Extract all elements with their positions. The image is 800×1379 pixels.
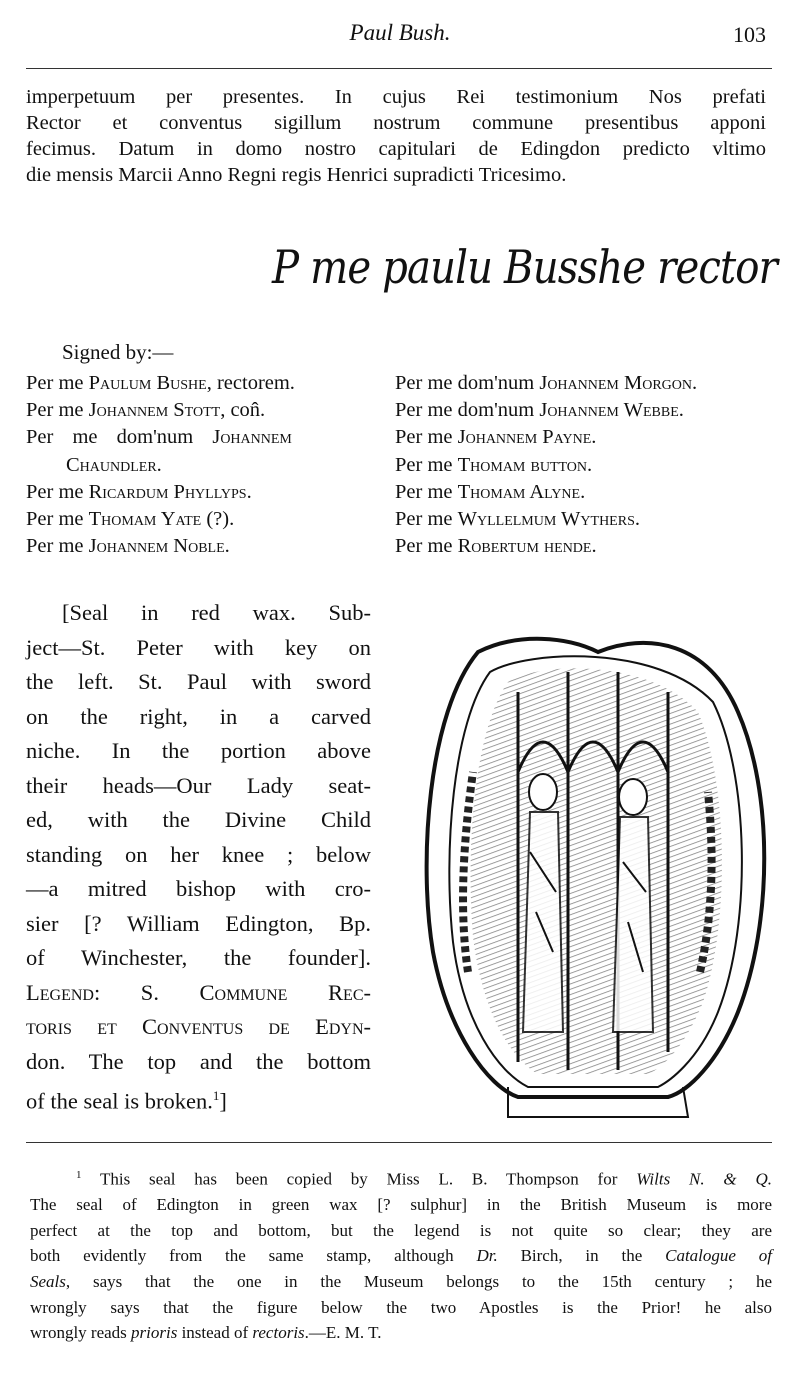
seal-illustration [418,592,778,1127]
footnote-reference[interactable]: 1 [212,1088,220,1103]
text-line: imperpetuum per presentes. In cujus Rei testimonium Nos prefati [26,86,766,108]
suffix: . [678,399,684,422]
text: Birch, in the [497,1246,666,1266]
signatory [395,506,697,533]
signatory [395,424,697,451]
prefix: Per me [395,453,458,476]
italic-title: Wilts N. & Q. [636,1169,772,1189]
handwritten-signature [268,225,788,325]
italic-title: Seals [30,1272,66,1292]
name: Wyllelmum Wythers [457,508,635,531]
name: Johannem Noble [88,535,225,558]
prefix: Per me [395,426,458,449]
text: wrongly reads [30,1323,132,1343]
text-line: The seal of Edington in green wax [? sulphur] in the British Museum is more [30,1195,772,1215]
signed-by-label: Signed by:— [62,340,174,364]
name: Chaundler [66,453,157,476]
suffix: . [224,535,230,558]
text-line: Legend: S. Commune Rec- [26,979,371,1005]
text-line: sier [? William Edington, Bp. [26,910,371,936]
name: Johannem Webbe [539,399,679,422]
text-line: niche. In the portion above [26,738,371,763]
prefix: Per me [26,399,89,422]
prefix: Per me [26,508,89,531]
text-line: toris et Conventus de Edyn- [26,1014,371,1039]
name: Johannem Payne [457,426,592,449]
text: , says that the one in the Museum belongs to the 15th century ; he [65,1272,772,1292]
text-line: fecimus. Datum in domo nostro capitulari de Edingdon predicto vltimo [26,138,766,160]
text-line: —a mitred bishop with cro- [26,876,371,901]
closing-bracket: ] [219,1088,227,1114]
suffix: (?). [201,508,235,531]
text-line: don. The top and the bottom [26,1048,371,1074]
signatory [395,370,697,397]
prefix: Per me [395,535,458,558]
text: This seal has been copied by Miss L. B. Thompson for [81,1169,637,1189]
name: Johannem [212,426,292,449]
name: Ricardum Phyllyps [88,480,247,503]
name: Johannem Morgon [539,372,693,394]
prefix: Per me [26,535,89,558]
signatory [395,397,697,424]
signatory [26,424,295,451]
suffix: , con̂. [220,399,266,422]
name: Robertum hende [457,535,592,558]
text-line: die mensis Marcii Anno Regni regis Henrici supradicti Tricesimo. [26,164,567,186]
text-line: ed, with the Divine Child [26,807,371,832]
suffix: . [580,480,586,503]
footnote [30,1163,772,1346]
text-line: standing on her knee ; below [26,841,371,867]
text: both evidently from the same stamp, although [30,1246,477,1266]
seal-description [26,596,371,1119]
signatory [26,370,295,397]
suffix: . [634,508,640,531]
header-rule [26,68,772,69]
name: Thomam button [457,453,588,476]
signatory [26,452,295,479]
name: Thomam Alyne [457,480,581,503]
prefix: Per me [26,480,89,503]
suffix: . [591,426,597,449]
text-line: ject—St. Peter with key on [26,634,371,660]
signatory [26,533,295,560]
signatory [26,397,295,424]
suffix: , rectorem. [206,372,295,394]
prefix: Per me dom'num [395,372,540,394]
italic-text: Dr. [476,1246,498,1266]
italic-title: Catalogue of [665,1246,773,1266]
footnote-rule [26,1142,772,1143]
page-number: 103 [733,22,766,47]
suffix: . [587,453,593,476]
signatory [395,533,697,560]
italic-word: prioris [131,1323,178,1343]
signature-lettering: P me paulu Busshe rector [271,240,781,294]
running-title: Paul Bush. [349,20,451,45]
prefix: Per me dom'num [395,399,540,422]
text-line: Rector et conventus sigillum nostrum commune presentibus apponi [26,112,766,134]
deed-paragraph [26,84,766,188]
italic-word: rectoris [252,1323,305,1343]
text-line: wrongly says that the figure below the two Apostles is the Prior! he also [30,1297,772,1317]
prefix: Per me [26,372,89,394]
text-line: on the right, in a carved [26,703,371,729]
signatories-right [395,370,697,560]
text-line: [Seal in red wax. Sub- [62,600,371,625]
text: instead of [177,1323,253,1343]
signatories-left [26,370,295,560]
text-line: of the seal is broken. [26,1088,213,1114]
signatory [395,479,697,506]
signatory [26,506,295,533]
name: Johannem Stott [88,399,221,422]
name: Paulum Bushe [88,372,207,394]
text: .—E. M. T. [304,1323,382,1343]
signatory [395,452,697,479]
prefix: Per me [395,480,458,503]
suffix: . [591,535,597,558]
suffix: . [246,480,252,503]
prefix: Per me [395,508,458,531]
text-line: of Winchester, the founder]. [26,945,371,970]
text-line: their heads—Our Lady seat- [26,772,371,798]
suffix: . [692,372,698,394]
name: Thomam Yate [88,508,202,531]
footnote-marker: 1 [76,1169,82,1181]
text-line: the left. St. Paul with sword [26,669,371,694]
signatory [26,479,295,506]
suffix: . [156,453,162,476]
text-line: perfect at the top and bottom, but the legend is not quite so clear; they are [30,1220,772,1240]
prefix: Per me dom'num [26,426,213,449]
